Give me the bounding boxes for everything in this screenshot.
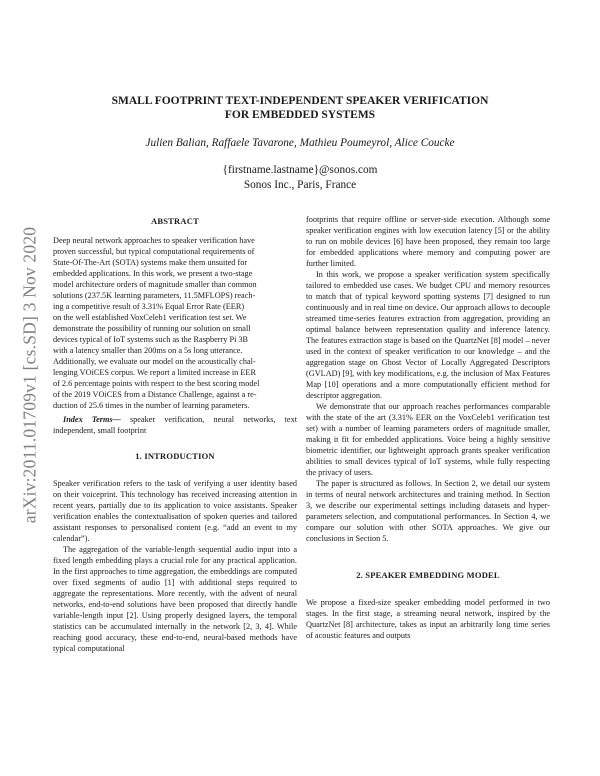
section-2-heading: 2. SPEAKER EMBEDDING MODEL: [356, 570, 500, 580]
arxiv-identifier: [10, 210, 50, 540]
abstract-line: ing a competitive result of 3.31% Equal Error Rate (EER): [53, 302, 245, 311]
index-terms-label: Index Terms—: [63, 415, 121, 424]
paper-title-line-1: SMALL FOOTPRINT TEXT-INDEPENDENT SPEAKER VERIFICATION: [111, 95, 489, 107]
section-2-paragraph-1: We propose a fixed-size speaker embedding model performed in two stages. In the first stage, a streaming neural network, inspired by the QuartzNet [8] architecture, takes as input an arbitrarily long time series of acoustic features and outputs: [306, 598, 550, 640]
abstract-line: with a latency smaller than 200ms on a 5s long utterance.: [53, 346, 243, 355]
abstract-line: solutions (237.5K learning parameters, 11.5MFLOPS) reach-: [53, 291, 256, 300]
abstract-line: on the well established VoxCeleb1 verification test set. We: [53, 313, 247, 322]
abstract-body: [53, 235, 297, 411]
abstract-line: lenging VOiCES corpus. We report a limited increase in EER: [53, 368, 256, 377]
abstract-line: State-Of-The-Art (SOTA) systems make them unsuited for: [53, 258, 248, 267]
abstract-line: of 2.6 percentage points with respect to the best scoring model: [53, 379, 260, 388]
paper-title-line-2: FOR EMBEDDED SYSTEMS: [224, 109, 376, 121]
abstract-heading: ABSTRACT: [151, 216, 199, 226]
intro-paragraph-2: The aggregation of the variable-length sequential audio input into a fixed length embedding plays a crucial role for any practical application. In the first approaches to time aggregation, the embeddings are computed over fixed segments of audio [1] with additional steps required to aggregate the representations. More recently, with the advent of neural networks, end-to-end solutions have been proposed that directly handle variable-length input [2]. Using properly designed layers, the temporal statistics can be accumulated internally in the network [2, 3, 4]. While reaching good accuracy, these end-to-end, neural-based methods have typical computational: [53, 545, 297, 653]
author-affiliation: Sonos Inc., Paris, France: [243, 179, 357, 191]
index-terms: [53, 414, 297, 436]
arxiv-id-text: arXiv:2011.01709v1 [cs.SD] 3 Nov 2020: [19, 226, 40, 524]
abstract-line: Deep neural network approaches to speaker verification have: [53, 236, 255, 245]
abstract-line: proven successful, but typical computational requirements of: [53, 247, 255, 256]
intro-paragraph-1: Speaker verification refers to the task of verifying a user identity based on their voiceprint. This technology has received increasing attention in recent years, partially due to its application to voice assistants. Speaker verification enables the contextualisation of spoken queries and tailored assistant responses to personalised content (e.g. “add an event to my calendar”).: [53, 479, 297, 543]
author-list: Julien Balian, Raffaele Tavarone, Mathieu Poumeyrol, Alice Coucke: [145, 137, 455, 149]
abstract-line: duction of 25.6 times in the number of learning parameters.: [53, 401, 250, 410]
abstract-line: embedded applications. In this work, we present a two-stage: [53, 269, 253, 278]
abstract-line: devices typical of IoT systems such as the Raspberry Pi 3B: [53, 335, 249, 344]
right-column: [306, 214, 550, 641]
abstract-line: Additionally, we evaluate our model on the acoustically chal-: [53, 357, 256, 366]
right-paragraph-1: footprints that require offline or server-side execution. Although some speaker verification engines with low execution latency [5] or the ability to run on mobile devices [6] have been proposed, they remain too large for embedded applications where memory and computing power are further limited.: [306, 215, 550, 268]
abstract-line: model architecture orders of magnitude smaller than common: [53, 280, 257, 289]
abstract-line: of the 2019 VOiCES from a Distance Challenge, against a re-: [53, 390, 257, 399]
right-paragraph-2: In this work, we propose a speaker verification system specifically tailored to embedded use cases. We budget CPU and memory resources to match that of typical keyword spotting systems [7] designed to run continuously and in real time on device. Our approach allows to decouple streamed time-series features extraction from aggregation, providing an optimal balance between representation quality and inference latency. The features extraction stage is based on the QuartzNet [8] model – never used in the context of speaker verification to our knowledge – and the aggregation stage on Ghost Vector of Locally Aggregated Descriptors (GVLAD) [9], with key modifications, e.g. the inclusion of Max Features Map [10] operations and a more computationally efficient method for descriptor aggregation.: [306, 270, 550, 400]
left-column: [53, 216, 297, 654]
right-paragraph-4: The paper is structured as follows. In Section 2, we detail our system in terms of neural network architectures and training method. In Section 3, we describe our experimental settings including datasets and hyper-parameters selection, and computational performances. In Section 4, we compare our solution with other SOTA approaches. We give our conclusions in Section 5.: [306, 479, 550, 543]
intro-heading: 1. INTRODUCTION: [135, 451, 215, 461]
index-terms-text: speaker verification, neural networks, text independent, small footprint: [53, 415, 297, 435]
abstract-line: demonstrate the possibility of running our solution on small: [53, 324, 251, 333]
author-email: {firstname.lastname}@sonos.com: [222, 164, 378, 176]
right-paragraph-3: We demonstrate that our approach reaches performances comparable with the state of the art (3.31% EER on the VoxCeleb1 verification test set) with a number of learning parameters orders of magnitude smaller, making it fit for embedded applications. Voice being a highly sensitive biometric identifier, our lightweight approach grants speaker verification abilities to small devices typical of IoT systems, while fully respecting the privacy of users.: [306, 402, 550, 477]
